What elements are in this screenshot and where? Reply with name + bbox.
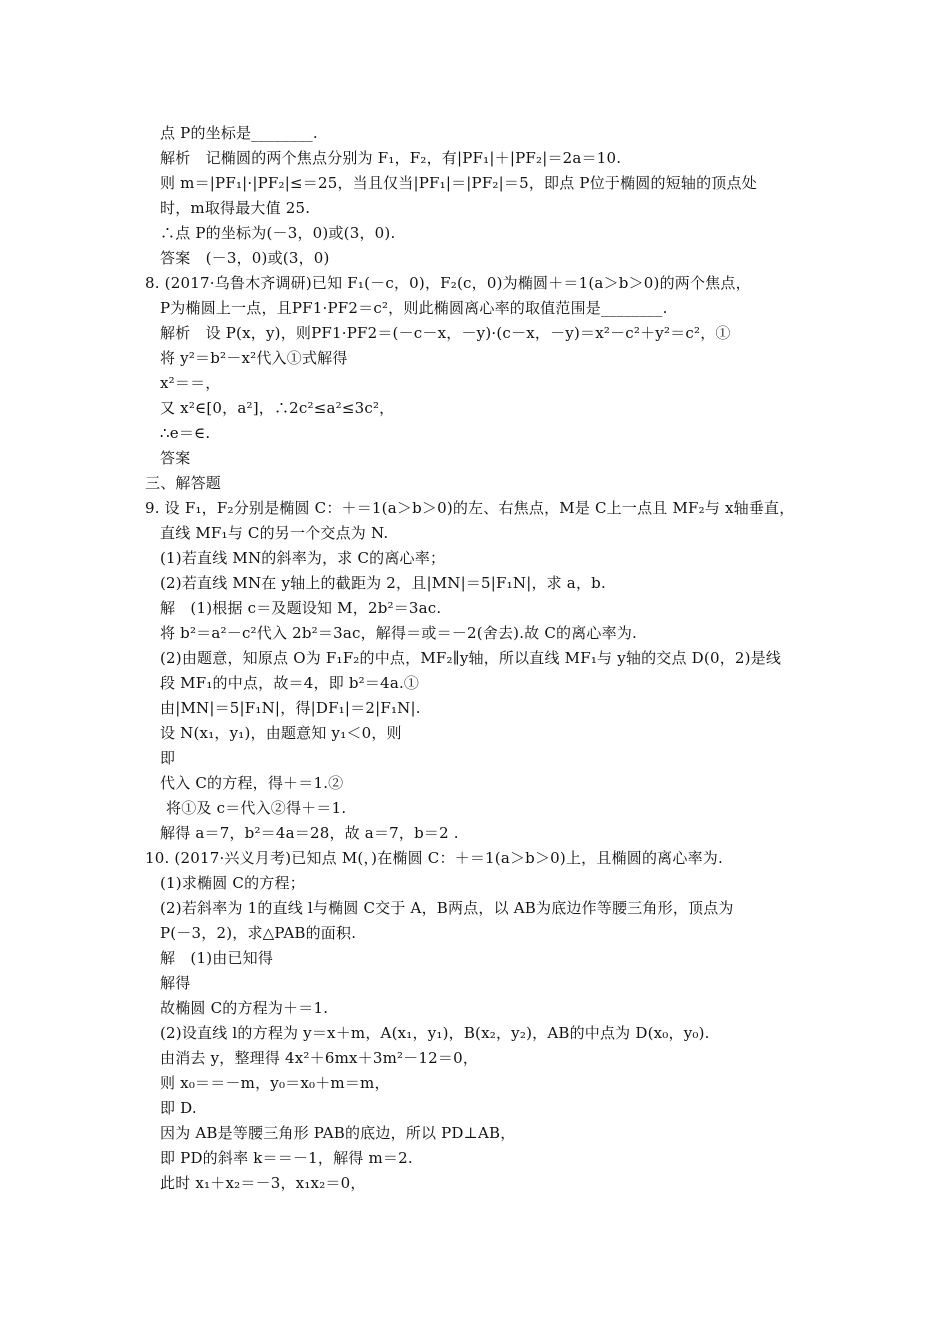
text-line: 即 D. (160, 1099, 197, 1117)
text-line: ∴点 P的坐标为(－3，0)或(3，0). (160, 224, 396, 242)
text-line: 将 b²＝a²－c²代入 2b²＝3ac，解得＝或＝－2(舍去).故 C的离心率为. (160, 624, 637, 642)
text-line: 将 y²＝b²－x²代入①式解得 (160, 349, 348, 367)
text-line: (2)设直线 l的方程为 y＝x＋m，A(x₁，y₁)，B(x₂，y₂)，AB的中点为 D(x₀，y₀). (160, 1024, 710, 1042)
text-line: 解析 记椭圆的两个焦点分别为 F₁，F₂，有|PF₁|＋|PF₂|＝2a＝10. (160, 149, 622, 167)
text-line: 段 MF₁的中点，故＝4，即 b²＝4a.① (160, 674, 420, 692)
text-line: 解得 a＝7，b²＝4a＝28，故 a＝7，b＝2 . (160, 824, 459, 842)
text-line: P(－3，2)，求△PAB的面积. (160, 924, 357, 942)
text-line: (2)若斜率为 1的直线 l与椭圆 C交于 A，B两点，以 AB为底边作等腰三角形，顶点为 (160, 899, 734, 917)
text-line: 代入 C的方程，得＋＝1.② (160, 774, 344, 792)
text-line: 解析 设 P(x，y)，则PF1·PF2＝(－c－x，－y)·(c－x，－y)＝x²－c²＋y²＝c²，① (160, 324, 731, 342)
text-line: 即 PD的斜率 k＝＝－1，解得 m＝2. (160, 1149, 413, 1167)
text-line: 设 N(x₁，y₁)，由题意知 y₁＜0，则 (160, 724, 402, 742)
text-line: 因为 AB是等腰三角形 PAB的底边，所以 PD⊥AB， (160, 1124, 516, 1142)
text-line: 答案 (160, 449, 191, 467)
question-9-heading: 9. 设 F₁，F₂分别是椭圆 C：＋＝1(a＞b＞0)的左、右焦点，M是 C上一点且 MF₂与 x轴垂直， (145, 499, 795, 517)
text-line: ∴e＝∈. (160, 424, 211, 442)
text-line: 则 m＝|PF₁|·|PF₂|≤＝25，当且仅当|PF₁|＝|PF₂|＝5，即点 P位于椭圆的短轴的顶点处 (160, 174, 757, 192)
text-line: (1)若直线 MN的斜率为，求 C的离心率； (160, 549, 446, 567)
text-line: 此时 x₁＋x₂＝－3，x₁x₂＝0， (160, 1174, 366, 1192)
text-line: 时，m取得最大值 25. (160, 199, 311, 217)
text-line: 由消去 y，整理得 4x²＋6mx＋3m²－12＝0， (160, 1049, 479, 1067)
text-line: (1)求椭圆 C的方程； (160, 874, 305, 892)
text-line: 解得 (160, 974, 191, 992)
text-line: 即 (160, 749, 176, 767)
text-line: 将①及 c＝代入②得＋＝1. (166, 799, 347, 817)
text-line: 点 P的坐标是________. (160, 124, 318, 142)
text-line: x²＝＝， (160, 374, 221, 392)
text-line: (2)由题意，知原点 O为 F₁F₂的中点，MF₂∥y轴，所以直线 MF₁与 y轴的交点 D(0，2)是线 (160, 649, 782, 667)
text-line: P为椭圆上一点，且PF1·PF2＝c²，则此椭圆离心率的取值范围是________. (160, 299, 668, 317)
text-line: 又 x²∈[0，a²]，∴2c²≤a²≤3c²， (160, 399, 395, 417)
text-line: (2)若直线 MN在 y轴上的截距为 2，且|MN|＝5|F₁N|，求 a，b. (160, 574, 606, 592)
question-8-heading: 8. (2017·乌鲁木齐调研)已知 F₁(－c，0)，F₂(c，0)为椭圆＋＝1(a＞b＞0)的两个焦点， (145, 274, 751, 292)
text-line: 解 (1)根据 c＝及题设知 M，2b²＝3ac. (160, 599, 442, 617)
text-line: 故椭圆 C的方程为＋＝1. (160, 999, 329, 1017)
text-line: 解 (1)由已知得 (160, 949, 274, 967)
text-line: 直线 MF₁与 C的另一个交点为 N. (160, 524, 389, 542)
text-line: 答案 (－3，0)或(3，0) (160, 249, 330, 267)
text-line: 由|MN|＝5|F₁N|，得|DF₁|＝2|F₁N|. (160, 699, 421, 717)
text-line: 则 x₀＝＝－m，y₀＝x₀＋m＝m， (160, 1074, 390, 1092)
question-10-heading: 10. (2017·兴义月考)已知点 M(，)在椭圆 C：＋＝1(a＞b＞0)上，且椭圆的离心率为. (145, 849, 723, 867)
section-heading: 三、解答题 (145, 474, 222, 492)
